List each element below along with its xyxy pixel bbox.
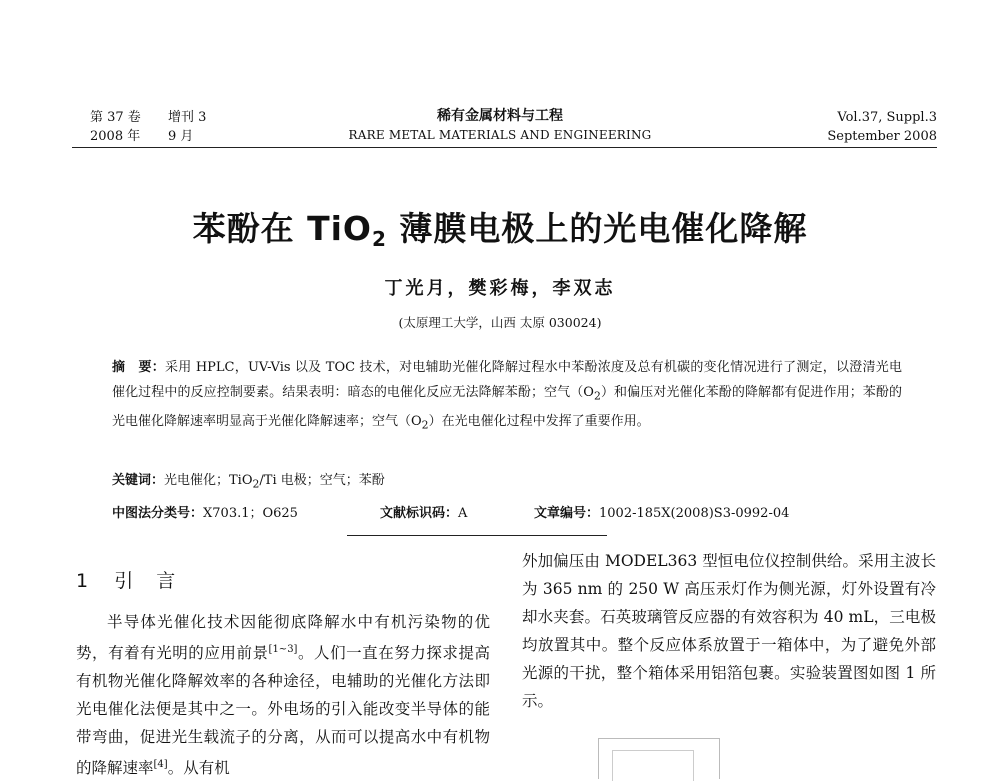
keywords-label: 关键词： xyxy=(112,473,165,488)
abstract-divider xyxy=(347,535,607,536)
keywords-text-1: 光电催化；TiO xyxy=(164,473,253,488)
abstract-text-3: ）在光电催化过程中发挥了重要作用。 xyxy=(428,413,650,429)
journal-name-cn: 稀有金属材料与工程 xyxy=(437,108,563,124)
abstract-text-2: ）和偏压对光催化苯酚的降解都有促进作用；苯酚的光电催化降解速率明显高于光催化降解速率；空气（O xyxy=(112,385,902,429)
date-en: September 2008 xyxy=(827,129,937,144)
figure-1-apparatus xyxy=(612,750,694,781)
intro-paragraph xyxy=(76,608,490,782)
year-cn: 2008 年 xyxy=(90,129,141,144)
authors: 丁光月，樊彩梅，李双志 xyxy=(384,278,616,299)
header-divider xyxy=(72,147,937,148)
section-heading xyxy=(76,566,177,593)
abstract-text-1: 采用 HPLC，UV-Vis 以及 TOC 技术，对电辅助光催化降解过程水中苯酚浓度及总有机碳的变化情况进行了测定，以澄清光电催化过程中的反应控制要素。结果表明：暗态的电催化反应无法降解苯酚；空气（O xyxy=(112,360,902,400)
paper-title xyxy=(0,203,1000,251)
volume-en: Vol.37, Suppl.3 xyxy=(837,110,937,125)
methods-paragraph: 外加偏压由 MODEL363 型恒电位仪控制供给。采用主波长为 365 nm 的 250 W 高压汞灯作为侧光源，灯外设置有冷却水夹套。石英玻璃管反应器的有效容积为 40 mL，三电极均放置其中。整个反应体系放置于一箱体中，为了避免外部光源的干扰，整个箱体采用铝箔包裹。实验装置图如图 1 所示。 xyxy=(522,552,936,710)
abstract xyxy=(112,355,902,437)
article-number xyxy=(534,502,789,521)
volume-cn: 第 37 卷 xyxy=(90,110,141,125)
month-cn: 9 月 xyxy=(168,129,194,144)
header-left xyxy=(90,108,206,146)
header-journal xyxy=(330,106,670,144)
section-number: 1 xyxy=(76,570,91,592)
section-title: 引 言 xyxy=(114,570,178,592)
intro-text-c: 。从有机 xyxy=(167,759,230,778)
citation-1-3: [1~3] xyxy=(268,644,298,655)
document-code xyxy=(380,502,467,521)
citation-4: [4] xyxy=(153,759,168,771)
keywords xyxy=(112,469,385,491)
title-text-b: 薄膜电极上的光电催化降解 xyxy=(386,209,808,248)
clc-value: X703.1；O625 xyxy=(203,506,298,521)
intro-text-b: 。人们一直在努力探求提高有机物光催化降解效率的各种途径，电辅助的光催化方法即光电催化法便是其中之一。外电场的引入能改变半导体的能带弯曲，促进光生载流子的分离，从而可以提高水中有机物的降解速率 xyxy=(76,644,490,778)
header-right xyxy=(827,108,937,146)
doc-code-label: 文献标识码： xyxy=(380,506,459,521)
title-text-a: 苯酚在 TiO xyxy=(192,209,372,248)
article-number-value: 1002-185X(2008)S3-0992-04 xyxy=(599,506,790,521)
clc-label: 中图法分类号： xyxy=(112,506,204,521)
affiliation: (太原理工大学，山西 太原 030024) xyxy=(398,315,602,330)
supplement-cn: 增刊 3 xyxy=(168,110,207,125)
keywords-text-2: /Ti 电极；空气；苯酚 xyxy=(259,473,385,488)
journal-name-en: RARE METAL MATERIALS AND ENGINEERING xyxy=(348,128,652,142)
intro-text-a: 半导体光催化技术因能彻底降解水中有机污染物的优势，有着有光明的应用前景 xyxy=(76,613,490,663)
keywords-subscript: 2 xyxy=(252,477,260,491)
abstract-o2-sub-2: 2 xyxy=(421,418,429,432)
article-number-label: 文章编号： xyxy=(534,506,600,521)
doc-code-value: A xyxy=(458,506,468,521)
title-subscript: 2 xyxy=(371,227,387,251)
abstract-o2-sub-1: 2 xyxy=(593,389,601,403)
abstract-label: 摘 要： xyxy=(112,360,165,375)
clc-number xyxy=(112,502,298,521)
